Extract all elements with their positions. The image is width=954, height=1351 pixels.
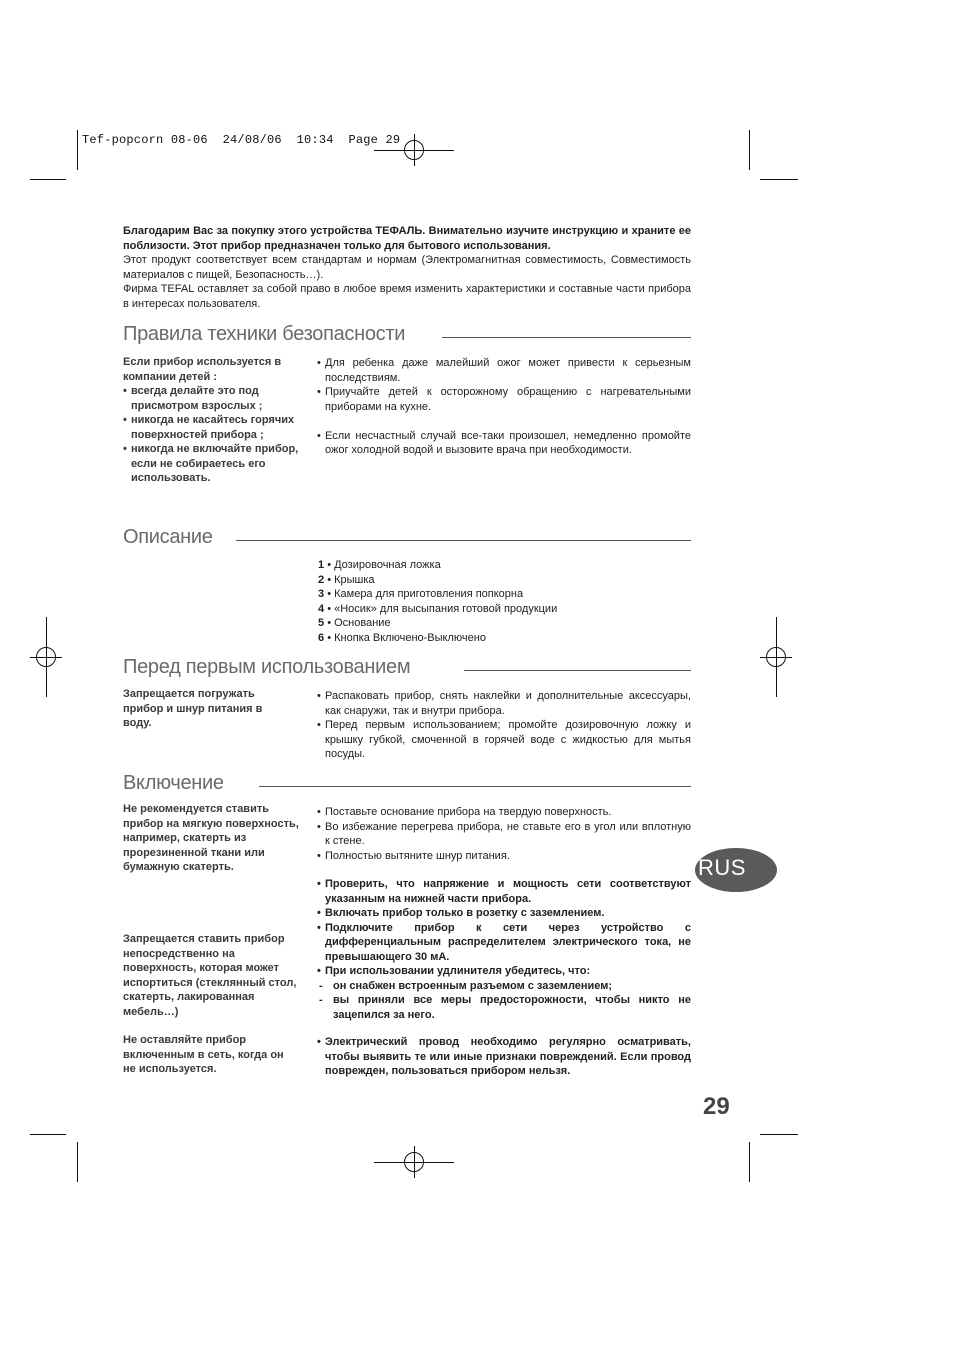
list-item: 3 • Камера для приготовления попкорна: [318, 588, 524, 600]
safety-side-list: [123, 384, 301, 486]
registration-mark: [36, 647, 56, 667]
first-use-side-note: Запрещается погружать прибор и шнур питания в воду.: [123, 688, 263, 729]
registration-mark: [404, 140, 424, 160]
safety-side-intro: Если прибор используется в компании детей :: [123, 356, 282, 383]
intro-standards: Этот продукт соответствует всем стандартам и нормам (Электромагнитная совместимость, Совместимость материалов с пищей, Безопасность…).: [123, 254, 691, 281]
registration-mark: [766, 647, 786, 667]
list-item: • Электрический провод необходимо регулярно осматривать, чтобы выявить те или иные признаки повреждений. Если провод поврежден, пользоваться прибором нельзя.: [317, 1036, 691, 1077]
intro-text: [123, 224, 691, 311]
switch-on-list-cord: [317, 1035, 691, 1079]
list-item: 1 • Дозировочная ложка: [318, 559, 441, 571]
list-item: • никогда не включайте прибор, если не собираетесь его использовать.: [123, 443, 299, 484]
crop-mark: [749, 130, 750, 170]
registration-mark: [404, 1152, 424, 1172]
list-item: • Полностью вытяните шнур питания.: [317, 849, 510, 862]
description-parts-list: [318, 558, 692, 645]
list-item: • Включать прибор только в розетку с заземлением.: [317, 907, 605, 919]
crop-mark: [30, 1134, 66, 1135]
list-item: 5 • Основание: [318, 617, 391, 629]
list-item: • Во избежание перегрева прибора, не ставьте его в угол или вплотную к стене.: [317, 820, 691, 847]
first-use-list: [317, 689, 691, 762]
safety-list: [317, 356, 691, 458]
switch-on-side-note-damage: Запрещается ставить прибор непосредственно на поверхность, которая может испортиться (стеклянный стол, скатерть, лакированная мебель…): [123, 933, 297, 1018]
crop-mark: [77, 130, 78, 170]
crop-mark: [30, 179, 66, 180]
section-rule: [442, 337, 691, 338]
list-item: 2 • Крышка: [318, 573, 375, 586]
list-item: • Распаковать прибор, снять наклейки и дополнительные аксессуары, как снаружи, так и внутри прибора.: [317, 690, 691, 717]
crop-mark: [77, 1142, 78, 1182]
sub-list-item: - он снабжен встроенным разъемом с заземлением;: [319, 979, 613, 992]
crop-mark: [749, 1142, 750, 1182]
section-rule: [236, 540, 691, 541]
safety-side-note: [123, 355, 301, 486]
list-item: • Для ребенка даже малейший ожог может привести к серьезным последствиям.: [317, 357, 691, 384]
list-item: • Проверить, что напряжение и мощность сети соответствуют указанным на нижней части прибора.: [317, 878, 691, 905]
crop-mark: [760, 179, 798, 180]
list-item: • Перед первым использованием; промойте дозировочную ложку и крышку губкой, смоченной в горячей воде с жидкостью для мытья посуды.: [317, 719, 691, 760]
list-item: • При использовании удлинителя убедитесь, что:: [317, 965, 591, 977]
print-slug: Tef-popcorn 08-06 24/08/06 10:34 Page 29: [82, 133, 401, 147]
intro-thanks: Благодарим Вас за покупку этого устройства ТЕФАЛЬ. Внимательно изучите инструкцию и храните ее поблизости. Этот прибор предназначен только для бытового использования.: [123, 225, 691, 252]
language-tab: RUS: [695, 848, 777, 892]
sub-list-item: - вы приняли все меры предосторожности, чтобы никто не зацепился за него.: [319, 994, 691, 1021]
list-item: • всегда делайте это под присмотром взрослых ;: [123, 385, 263, 412]
switch-on-side-note-surface: Не рекомендуется ставить прибор на мягкую поверхность, например, скатерть из прорезиненной ткани или бумажную скатерть.: [123, 803, 299, 873]
section-rule: [259, 786, 691, 787]
switch-on-list-setup: [317, 805, 691, 863]
section-rule: [464, 670, 691, 671]
crop-mark: [760, 1134, 798, 1135]
list-item: • Поставьте основание прибора на твердую поверхность.: [317, 806, 612, 818]
description-title: Описание: [123, 526, 213, 548]
page-number: 29: [703, 1093, 730, 1120]
switch-on-list-electrical: [317, 877, 691, 1022]
list-item: • Подключите прибор к сети через устройство с дифференциальным распределителем электрического тока, не превышающего 30 мА.: [317, 921, 691, 963]
list-item: • Если несчастный случай все-таки произошел, немедленно промойте ожог холодной водой и вызовите врача при необходимости.: [317, 429, 691, 456]
first-use-title: Перед первым использованием: [123, 656, 411, 678]
list-item: • никогда не касайтесь горячих поверхностей прибора ;: [123, 414, 295, 441]
list-item: 6 • Кнопка Включено-Выключено: [318, 631, 486, 644]
list-item: 4 • «Носик» для высыпания готовой продукции: [318, 602, 558, 615]
switch-on-side-note-unplug: Не оставляйте прибор включенным в сеть, когда он не используется.: [123, 1034, 284, 1075]
list-item: • Приучайте детей к осторожному обращению с нагревательными приборами на кухне.: [317, 386, 691, 413]
switch-on-title: Включение: [123, 772, 224, 794]
safety-title: Правила техники безопасности: [123, 323, 406, 345]
intro-rights: Фирма TEFAL оставляет за собой право в любое время изменить характеристики и составные части прибора в интересах пользователя.: [123, 283, 691, 310]
